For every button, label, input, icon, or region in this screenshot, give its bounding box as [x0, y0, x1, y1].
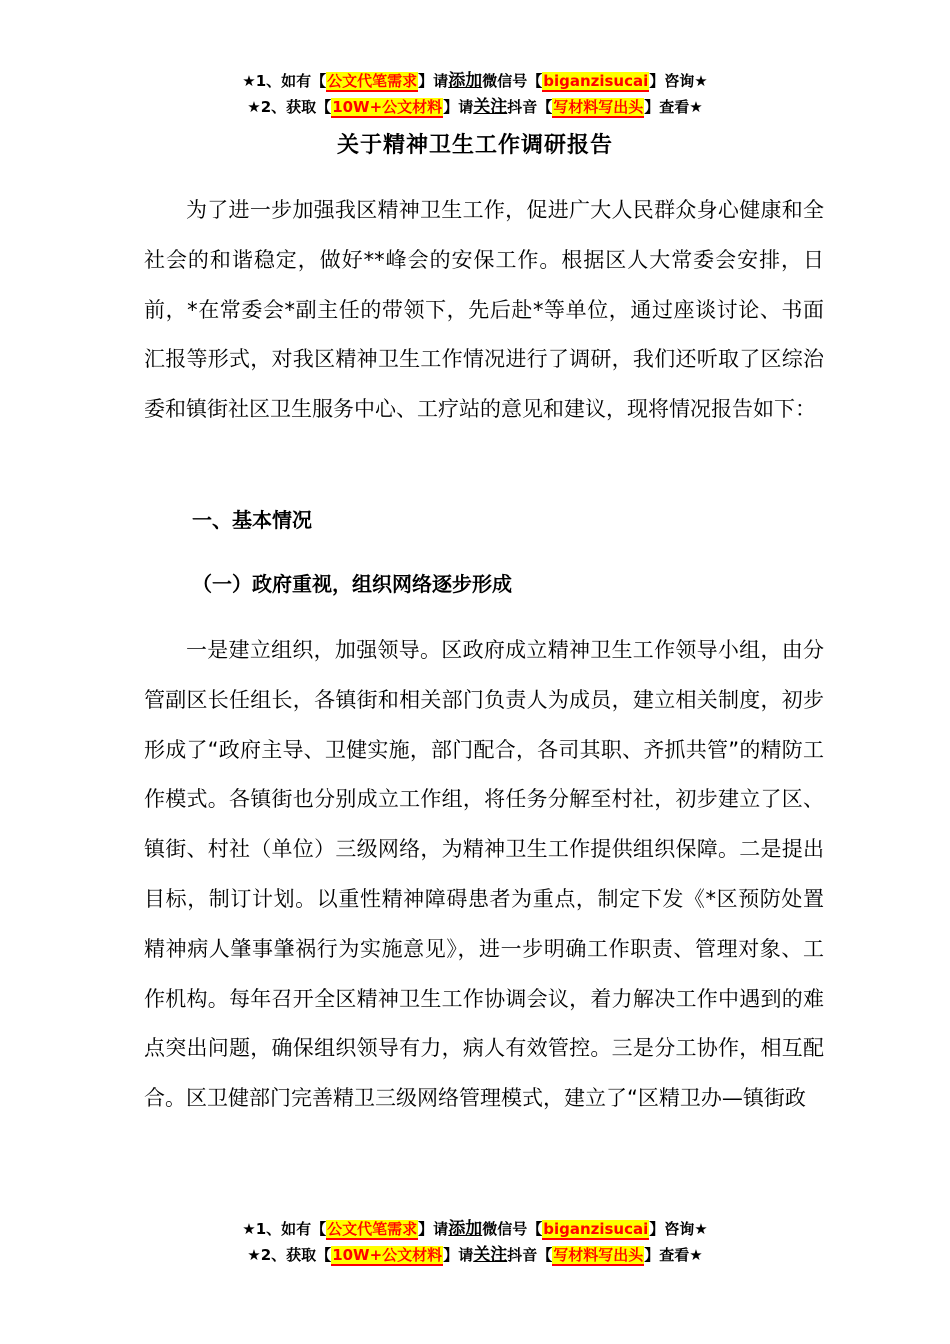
promo-highlight: 公文代笔需求 — [327, 72, 418, 90]
promo-underlined: 添加 — [448, 71, 483, 91]
promo-highlight: 公文代笔需求 — [327, 1220, 418, 1238]
promo-douyin-id: 写材料写出头 — [553, 98, 644, 116]
promo-underlined: 关注 — [473, 97, 508, 117]
section-heading: 一、基本情况 — [192, 508, 312, 532]
promo-wechat-id: biganzisucai — [543, 72, 649, 90]
promo-douyin-id: 写材料写出头 — [553, 1246, 644, 1264]
subsection-heading: （一）政府重视，组织网络逐步形成 — [192, 572, 512, 596]
document-title: 关于精神卫生工作调研报告 — [336, 133, 613, 158]
promo-highlight: 10W+公文材料 — [332, 1246, 443, 1264]
promo-line-1: ★1、如有【公文代笔需求】请添加微信号【biganzisucai】咨询★ — [242, 1219, 708, 1239]
intro-paragraph: 为了进一步加强我区精神卫生工作，促进广大人民群众身心健康和全社会的和谐稳定，做好**峰会的安保工作。根据区人大常委会安排，日前，*在常委会*副主任的带领下，先后赴*等单位，通过座谈讨论、书面汇报等形式，对我区精神卫生工作情况进行了调研，我们还听取了区综治委和镇街社区卫生服务中心、工疗站的意见和建议，现将情况报告如下： — [144, 198, 824, 422]
footer-promo — [0, 1216, 950, 1268]
promo-underlined: 添加 — [448, 1219, 483, 1239]
header-promo — [0, 68, 950, 120]
promo-line-2: ★2、获取【10W+公文材料】请关注抖音【写材料写出头】查看★ — [247, 97, 703, 117]
promo-underlined: 关注 — [473, 1245, 508, 1265]
promo-line-2: ★2、获取【10W+公文材料】请关注抖音【写材料写出头】查看★ — [247, 1245, 703, 1265]
promo-line-1: ★1、如有【公文代笔需求】请添加微信号【biganzisucai】咨询★ — [242, 71, 708, 91]
promo-highlight: 10W+公文材料 — [332, 98, 443, 116]
promo-wechat-id: biganzisucai — [543, 1220, 649, 1238]
body-paragraph: 一是建立组织，加强领导。区政府成立精神卫生工作领导小组，由分管副区长任组长，各镇街和相关部门负责人为成员，建立相关制度，初步形成了“政府主导、卫健实施，部门配合，各司其职、齐抓共管”的精防工作模式。各镇街也分别成立工作组，将任务分解至村社，初步建立了区、镇街、村社（单位）三级网络，为精神卫生工作提供组织保障。二是提出目标，制订计划。以重性精神障碍患者为重点，制定下发《*区预防处置精神病人肇事肇祸行为实施意见》，进一步明确工作职责、管理对象、工作机构。每年召开全区精神卫生工作协调会议，着力解决工作中遇到的难点突出问题，确保组织领导有力，病人有效管控。三是分工协作，相互配合。区卫健部门完善精卫三级网络管理模式，建立了“区精卫办—镇街政 — [144, 638, 824, 1111]
